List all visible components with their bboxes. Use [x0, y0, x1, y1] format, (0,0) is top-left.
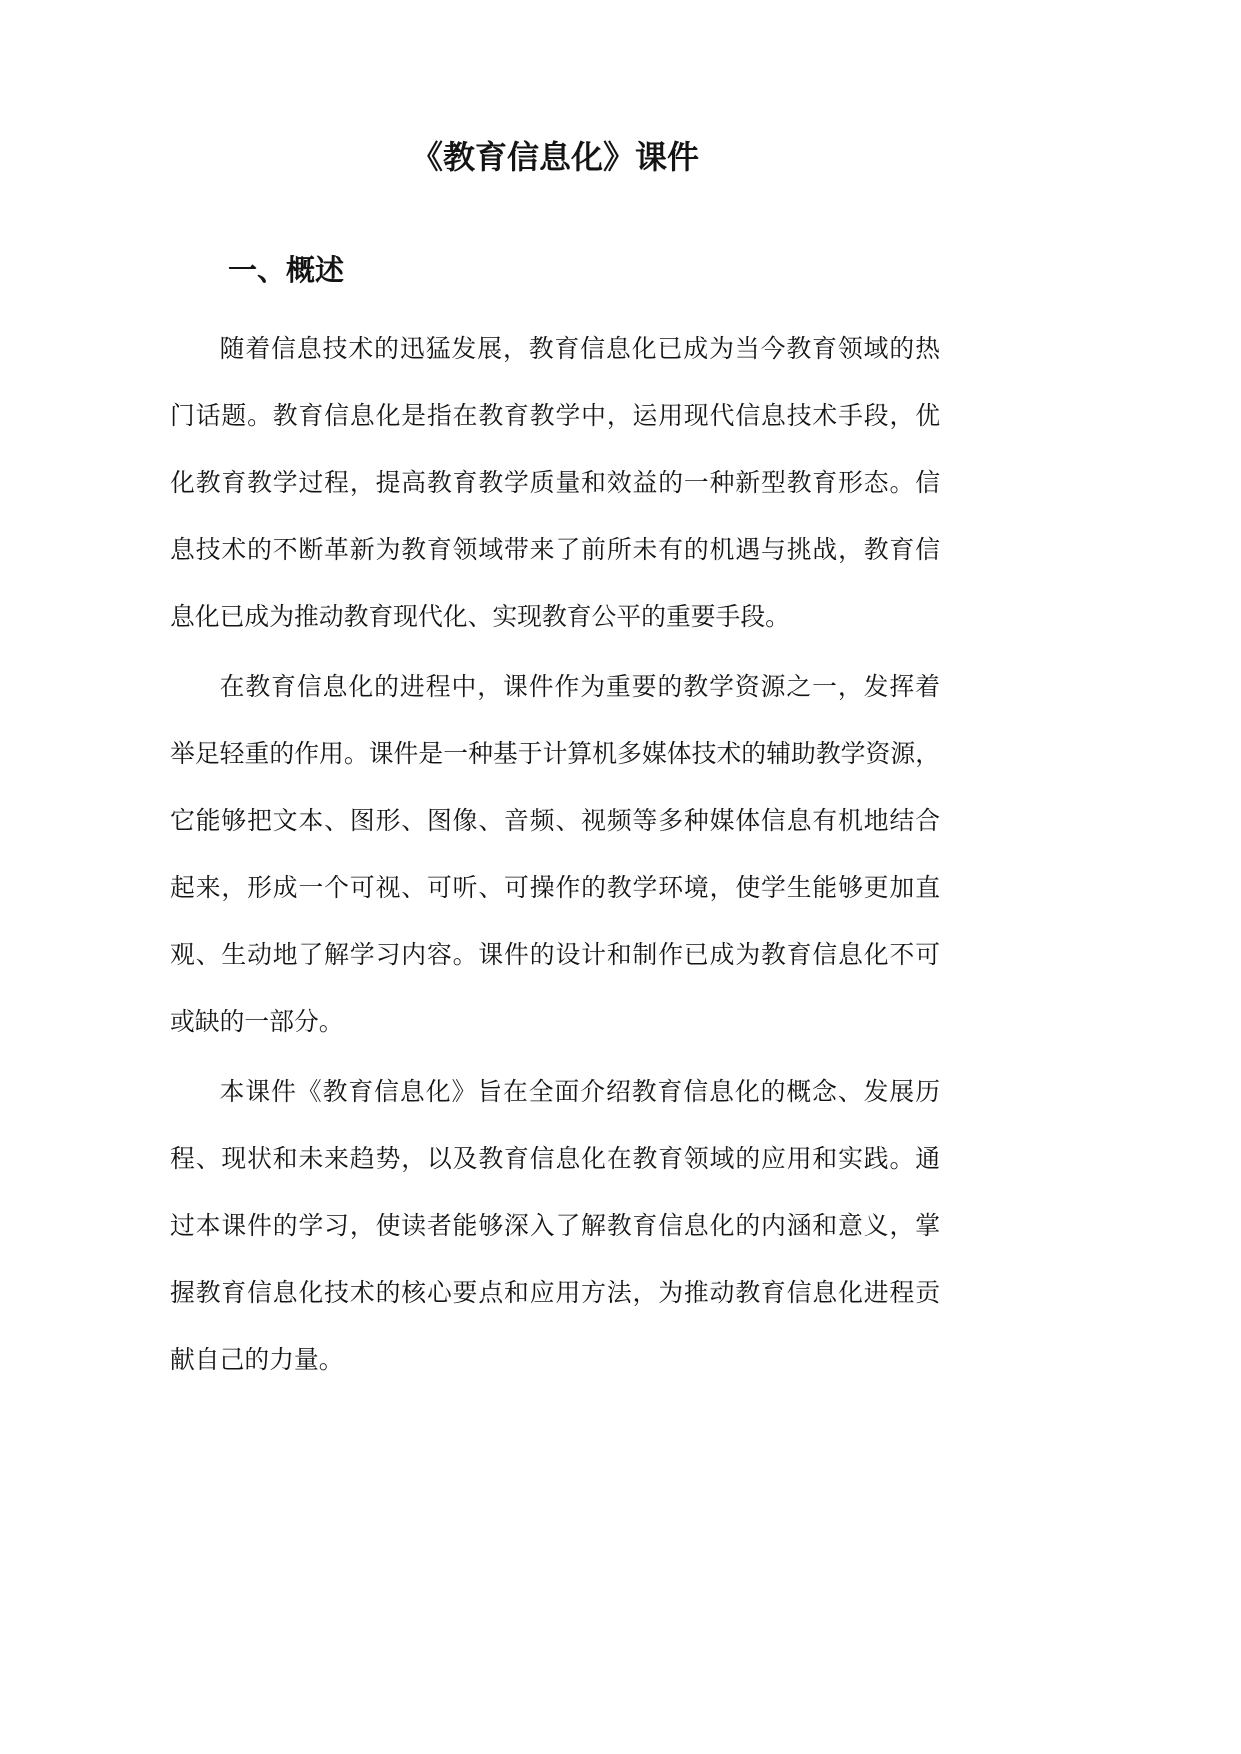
section-heading: 一、概述 — [228, 253, 345, 287]
paragraph-line: 过本课件的学习，使读者能够深入了解教育信息化的内涵和意义，掌 — [170, 1211, 940, 1240]
paragraph-line: 息化已成为推动教育现代化、实现教育公平的重要手段。 — [170, 602, 790, 631]
paragraph-line: 献自己的力量。 — [170, 1345, 344, 1374]
paragraph-line: 在教育信息化的进程中，课件作为重要的教学资源之一，发挥着 — [219, 672, 940, 701]
document-title: 《教育信息化》课件 — [410, 138, 699, 176]
document-body — [170, 315, 940, 1396]
paragraph-line: 随着信息技术的迅猛发展，教育信息化已成为当今教育领域的热 — [219, 334, 940, 363]
paragraph-line: 握教育信息化技术的核心要点和应用方法，为推动教育信息化进程贡 — [170, 1278, 940, 1307]
paragraph-line: 举足轻重的作用。课件是一种基于计算机多媒体技术的辅助教学资源， — [170, 739, 940, 768]
paragraph-line: 化教育教学过程，提高教育教学质量和效益的一种新型教育形态。信 — [170, 468, 940, 497]
paragraph-3 — [170, 1058, 940, 1393]
paragraph-line: 起来，形成一个可视、可听、可操作的教学环境，使学生能够更加直 — [170, 873, 940, 902]
paragraph-line: 门话题。教育信息化是指在教育教学中，运用现代信息技术手段，优 — [170, 401, 940, 430]
paragraph-line: 观、生动地了解学习内容。课件的设计和制作已成为教育信息化不可 — [170, 940, 940, 969]
paragraph-line: 本课件《教育信息化》旨在全面介绍教育信息化的概念、发展历 — [219, 1077, 940, 1106]
paragraph-line: 或缺的一部分。 — [170, 1007, 344, 1036]
paragraph-line: 它能够把文本、图形、图像、音频、视频等多种媒体信息有机地结合 — [170, 806, 940, 835]
paragraph-1 — [170, 315, 940, 650]
paragraph-line: 程、现状和未来趋势，以及教育信息化在教育领域的应用和实践。通 — [170, 1144, 940, 1173]
paragraph-2 — [170, 653, 940, 1055]
paragraph-line: 息技术的不断革新为教育领域带来了前所未有的机遇与挑战，教育信 — [170, 535, 940, 564]
